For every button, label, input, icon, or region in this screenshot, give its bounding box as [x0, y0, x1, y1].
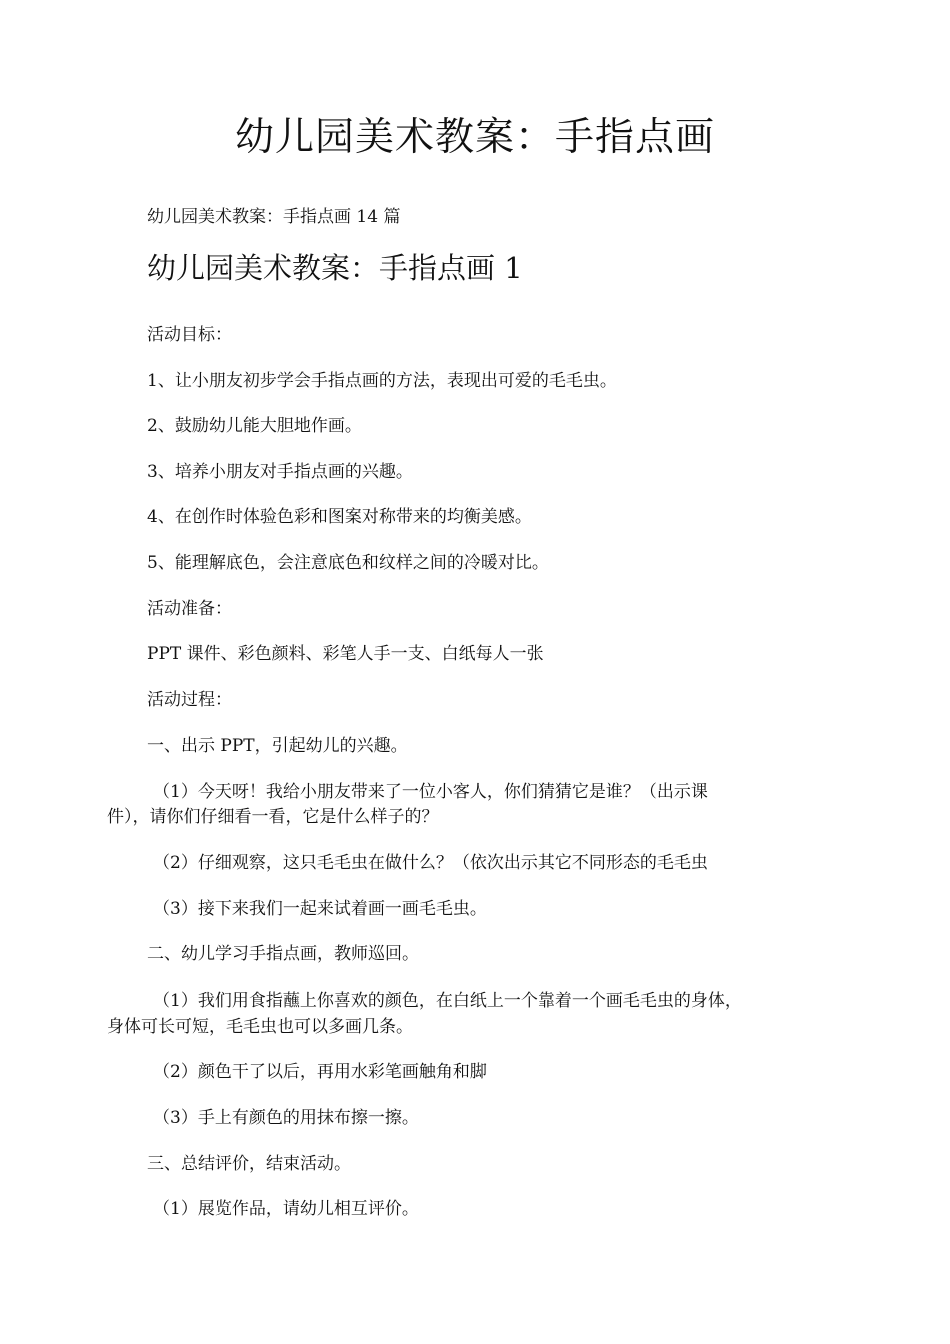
label-activity-process: 活动过程：	[147, 690, 232, 710]
process-step-3-sub-1: （1）展览作品，请幼儿相互评价。	[153, 1199, 419, 1219]
process-step-1-sub-3: （3）接下来我们一起来试着画一画毛毛虫。	[153, 899, 487, 919]
process-step-1-sub-2: （2）仔细观察，这只毛毛虫在做什么？（依次出示其它不同形态的毛毛虫	[153, 853, 708, 873]
process-step-1-sub-1: （1）今天呀！我给小朋友带来了一位小客人，你们猜猜它是谁？（出示课	[153, 782, 708, 802]
label-activity-preparation: 活动准备：	[147, 599, 232, 619]
section-heading: 幼儿园美术教案：手指点画 1	[147, 251, 523, 285]
goal-item-4: 4、在创作时体验色彩和图案对称带来的均衡美感。	[147, 507, 532, 527]
process-step-1-sub-1-cont: 件），请你们仔细看一看，它是什么样子的？	[107, 807, 439, 827]
preparation-text: PPT 课件、彩色颜料、彩笔人手一支、白纸每人一张	[147, 644, 544, 664]
goal-item-2: 2、鼓励幼儿能大胆地作画。	[147, 416, 362, 436]
goal-item-5: 5、能理解底色，会注意底色和纹样之间的冷暖对比。	[147, 553, 549, 573]
document-title: 幼儿园美术教案：手指点画	[234, 115, 715, 160]
process-step-1: 一、出示 PPT，引起幼儿的兴趣。	[147, 736, 408, 756]
document-subtitle: 幼儿园美术教案：手指点画 14 篇	[147, 207, 401, 227]
process-step-2-sub-2: （2）颜色干了以后，再用水彩笔画触角和脚	[153, 1062, 487, 1082]
goal-item-1: 1、让小朋友初步学会手指点画的方法，表现出可爱的毛毛虫。	[147, 371, 617, 391]
process-step-2: 二、幼儿学习手指点画，教师巡回。	[147, 944, 419, 964]
label-activity-goals: 活动目标：	[147, 325, 232, 345]
process-step-3: 三、总结评价，结束活动。	[147, 1154, 351, 1174]
process-step-2-sub-3: （3）手上有颜色的用抹布擦一擦。	[153, 1108, 419, 1128]
process-step-2-sub-1: （1）我们用食指蘸上你喜欢的颜色，在白纸上一个靠着一个画毛毛虫的身体，	[153, 991, 742, 1011]
goal-item-3: 3、培养小朋友对手指点画的兴趣。	[147, 462, 413, 482]
process-step-2-sub-1-cont: 身体可长可短，毛毛虫也可以多画几条。	[107, 1017, 413, 1037]
